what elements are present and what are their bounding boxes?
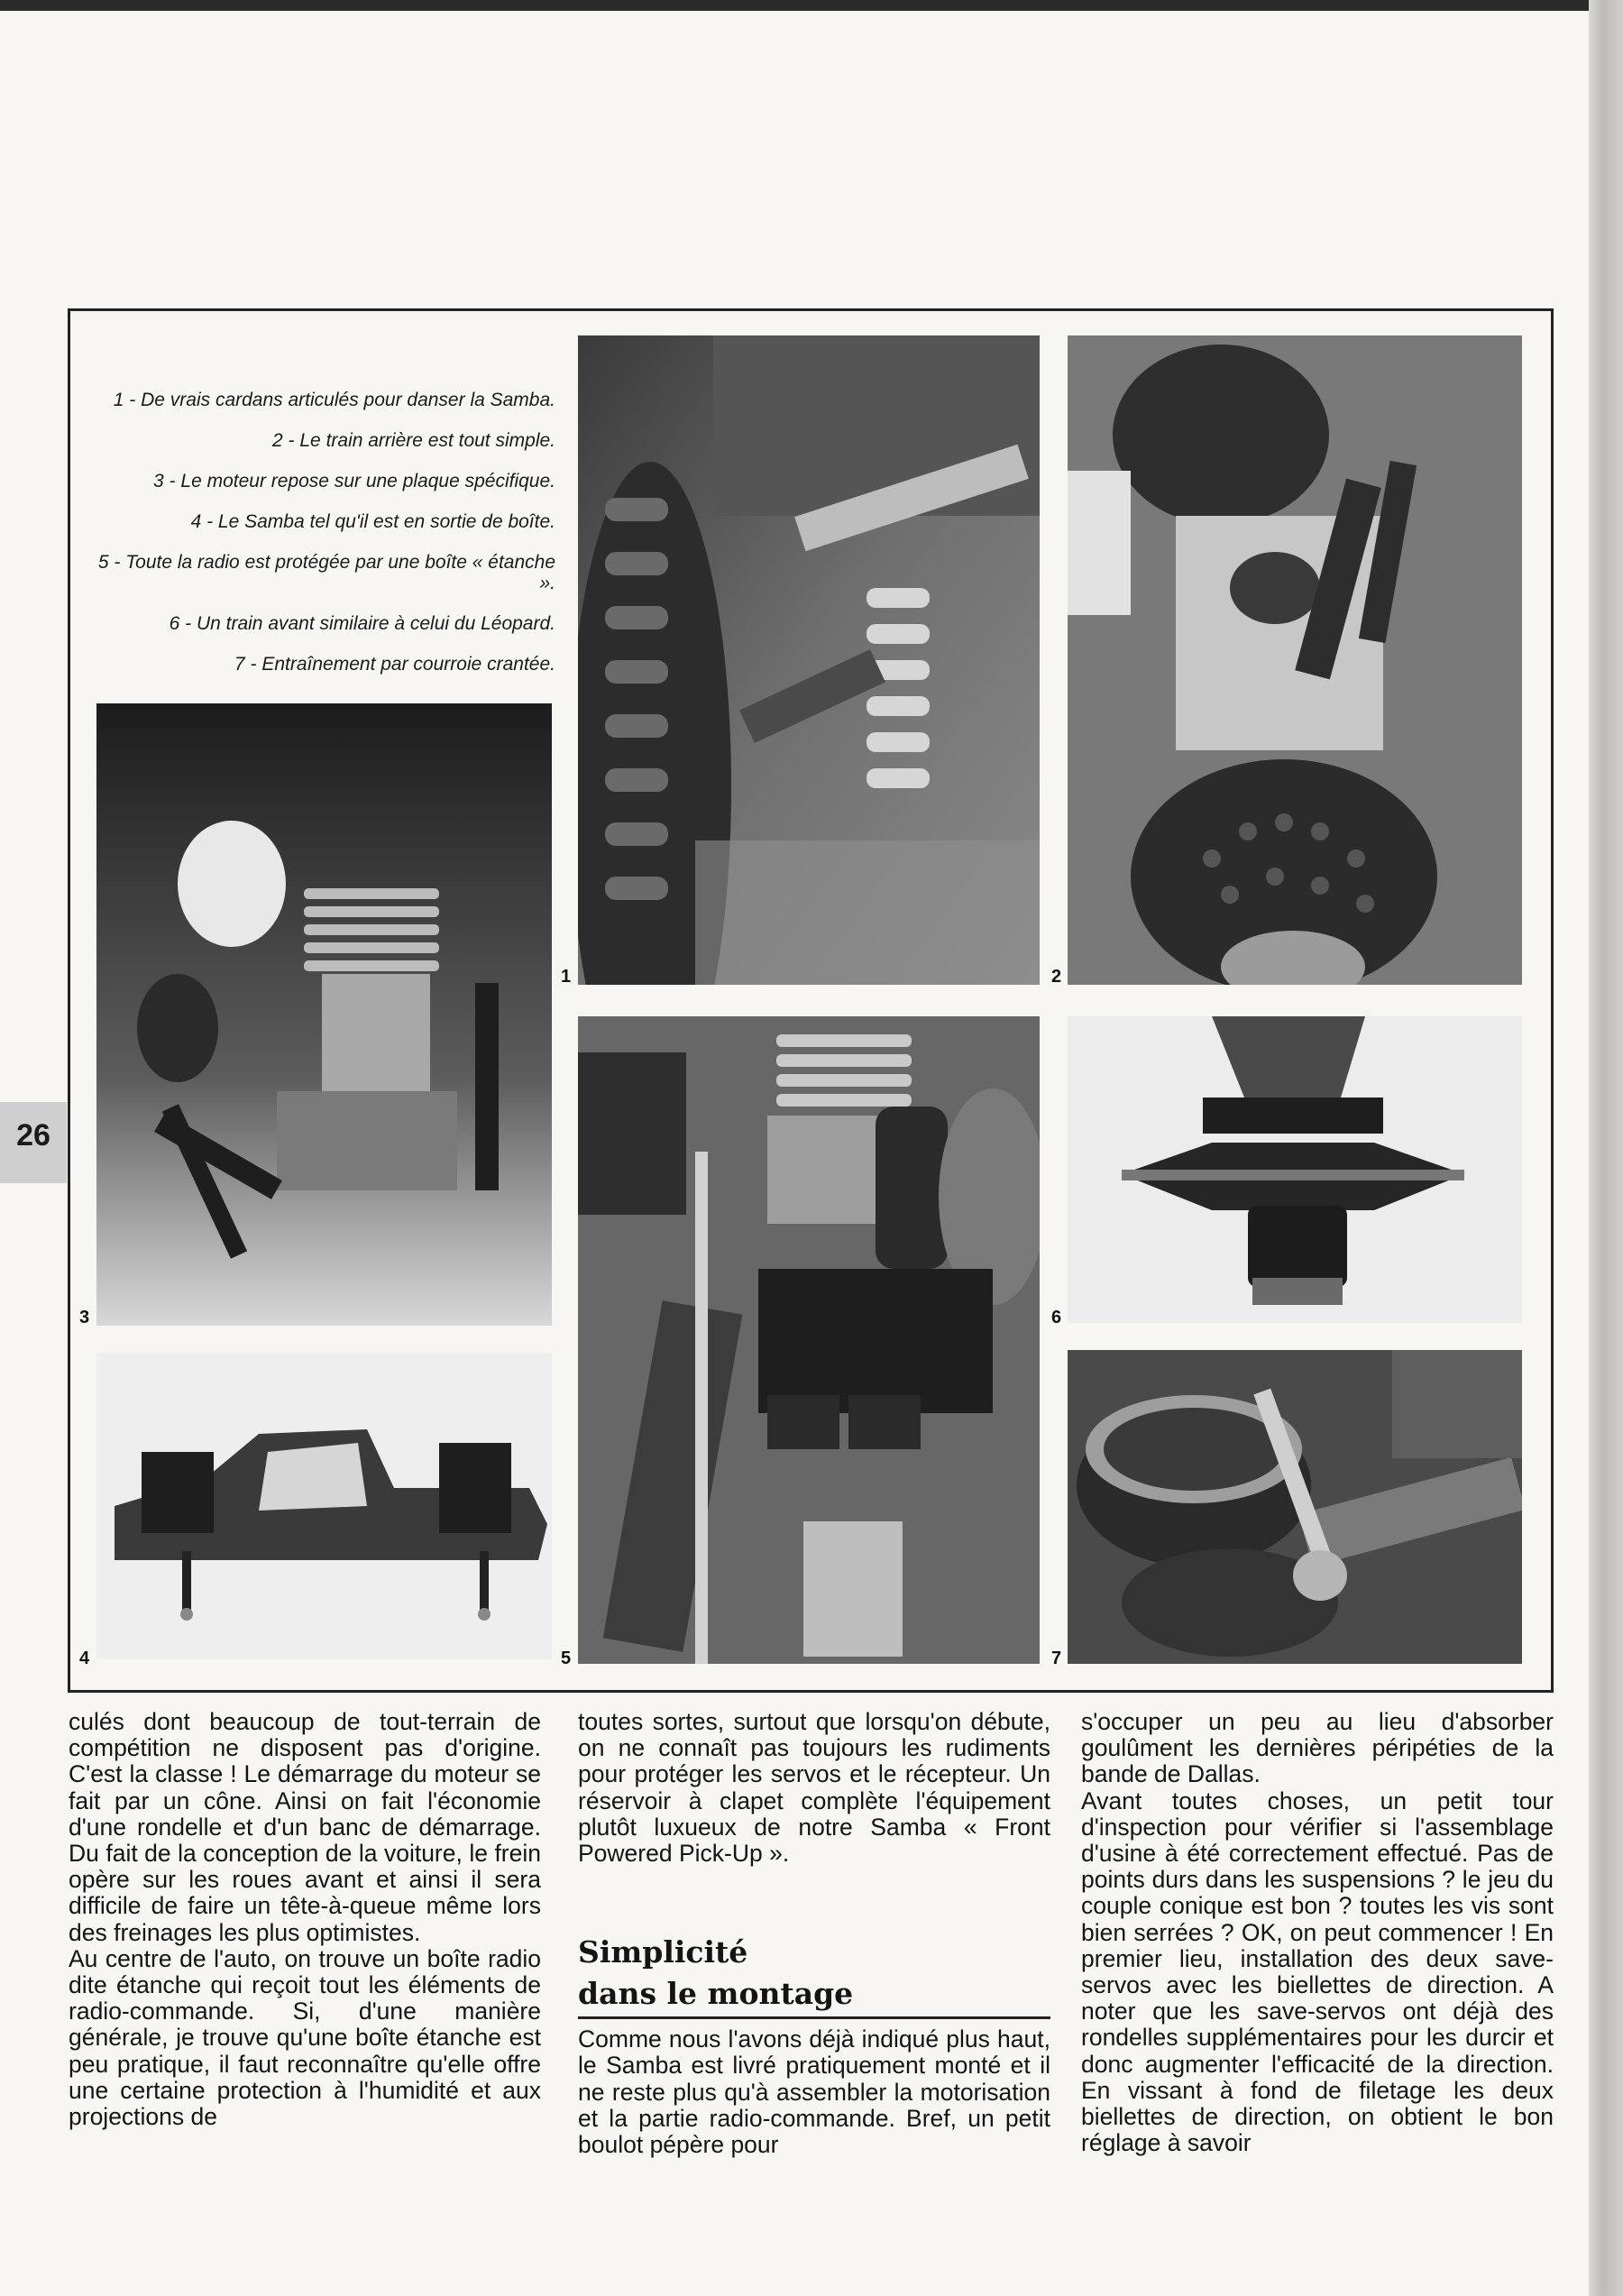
caption-4: 4 - Le Samba tel qu'il est en sortie de boîte. [190, 511, 555, 532]
article-column-3 [1081, 1709, 1554, 2156]
article-col1-para-1: culés dont beaucoup de tout-terrain de compétition ne disposent pas d'origine. C'est la classe ! Le démarrage du moteur se fait par un cône. Ainsi on fait l'économie d'une rondelle et d'un banc de démarrage. Du fait de la conception de la voiture, le frein opère sur les roues avant et ainsi il sera difficile de faire un tête-à-queue même lors des freinages les plus optimistes. [69, 1708, 541, 1946]
section-heading [578, 1932, 1050, 2015]
article-column-2 [578, 1709, 1050, 2158]
article-col3-para-1: s'occuper un peu au lieu d'absorber goulûment les dernières péripéties de la bande de Dallas. [1081, 1708, 1554, 1788]
caption-3: 3 - Le moteur repose sur une plaque spécifique. [153, 471, 555, 491]
top-edge-rule [0, 0, 1623, 11]
section-heading-line-1: Simplicité [578, 1934, 748, 1970]
caption-7: 7 - Entraînement par courroie crantée. [234, 654, 555, 675]
photo-number-3: 3 [79, 1308, 90, 1327]
caption-list [78, 390, 555, 694]
article-col2-para-top: toutes sortes, surtout que lorsqu'on débute, on ne connaît pas toujours les rudiments pour protéger les servos et le récepteur. Un réservoir à clapet complète l'équipement plutôt luxueux de notre Samba « Front Powered Pick-Up ». [578, 1708, 1050, 1868]
article-col2-para-bottom: Comme nous l'avons déjà indiqué plus haut, le Samba est livré pratiquement monté et il ne reste plus qu'à assembler la motorisation et la partie radio-commande. Bref, un petit boulot pépère pour [578, 2025, 1050, 2159]
photo-5-radio-box [578, 1016, 1040, 1664]
photo-number-2: 2 [1051, 967, 1062, 987]
section-heading-rule [578, 2016, 1050, 2019]
section-heading-line-2: dans le montage [578, 1976, 854, 2012]
photo-3-engine [96, 703, 552, 1326]
photo-number-7: 7 [1051, 1649, 1062, 1668]
photo-number-6: 6 [1051, 1308, 1062, 1327]
article-column-1 [69, 1709, 541, 2130]
article-col3-para-2: Avant toutes choses, un petit tour d'inspection pour vérifier si l'assemblage d'usine à été correctement effectué. Pas de points durs dans les suspensions ? le jeu du couple conique est bon ? toutes les vis sont bien serrées ? OK, on peut commencer ! En premier lieu, installation des deux save-servos avec les biellettes de direction. A noter que les save-servos ont déjà des rondelles supplémentaires pour les durcir et donc augmenter l'efficacité de la direction. En vissant à fond de filetage les deux biellettes de direction, on obtient le bon réglage à savoir [1081, 1786, 1554, 2157]
caption-1: 1 - De vrais cardans articulés pour danser la Samba. [113, 390, 555, 410]
article-col1-para-2: Au centre de l'auto, on trouve un boîte radio dite étanche qui reçoit tout les éléments de radio-commande. Si, d'une manière générale, je trouve qu'une boîte étanche est peu pratique, il faut reconnaître qu'elle offre une certaine protection à l'humidité et aux projections de [69, 1944, 541, 2131]
photo-2-rear-axle [1068, 335, 1522, 985]
caption-2: 2 - Le train arrière est tout simple. [272, 430, 555, 451]
photo-6-front-axle [1068, 1016, 1522, 1323]
caption-6: 6 - Un train avant similaire à celui du Léopard. [169, 613, 555, 634]
photo-1-cardan [578, 335, 1040, 985]
page-number: 26 [16, 1118, 50, 1153]
photo-4-chassis [96, 1353, 552, 1659]
photo-number-1: 1 [561, 967, 572, 987]
photo-number-4: 4 [79, 1649, 90, 1668]
page-binding-edge [1589, 0, 1623, 2296]
photo-7-belt-drive [1068, 1350, 1522, 1664]
photo-number-5: 5 [561, 1649, 572, 1668]
caption-5: 5 - Toute la radio est protégée par une boîte « étanche ». [97, 552, 555, 593]
